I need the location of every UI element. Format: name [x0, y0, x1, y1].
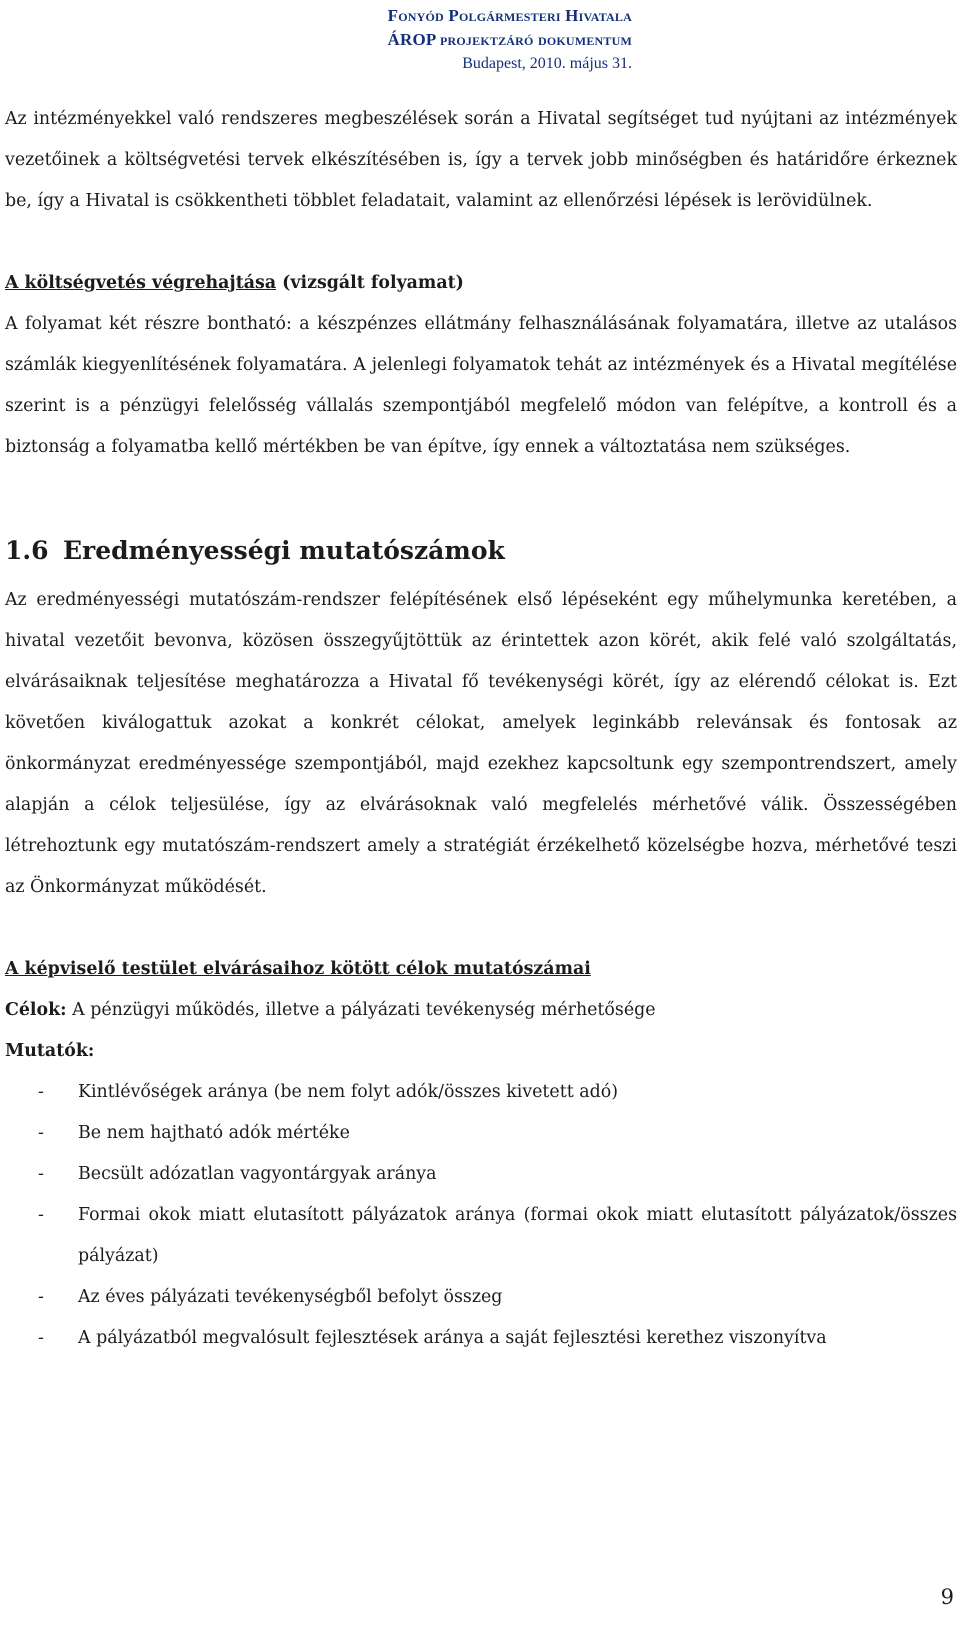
page-header [212, 4, 632, 76]
spacer [5, 908, 957, 949]
list-item [5, 1195, 957, 1277]
section-heading-1-6 [5, 532, 957, 580]
header-document-type: ÁROP projektzáró dokumentum [387, 30, 632, 49]
indicator-text: Becsült adózatlan vagyontárgyak aránya [78, 1164, 437, 1184]
budget-section-heading [5, 263, 957, 304]
list-dash: - [38, 1287, 44, 1307]
indicator-list [5, 1072, 957, 1359]
indicator-text: Kintlévőségek aránya (be nem folyt adók/összes kivetett adó) [78, 1082, 618, 1102]
page-number: 9 [940, 1585, 954, 1609]
indicators-label: Mutatók: [5, 1041, 95, 1061]
indicator-text: Be nem hajtható adók mértéke [78, 1123, 350, 1143]
goals-section-heading [5, 949, 957, 990]
section-title: Eredményességi mutatószámok [63, 536, 505, 565]
spacer [5, 468, 957, 532]
budget-section-title: A költségvetés végrehajtása [5, 273, 277, 293]
goals-line [5, 990, 957, 1031]
indicator-text: Az éves pályázati tevékenységből befolyt összeg [78, 1287, 503, 1307]
indicator-text: A pályázatból megvalósult fejlesztések aránya a saját fejlesztési kerethez viszonyítva [78, 1328, 827, 1348]
header-date: Budapest, 2010. május 31. [462, 55, 632, 72]
list-dash: - [38, 1205, 44, 1225]
list-item [5, 1318, 957, 1359]
list-dash: - [38, 1328, 44, 1348]
header-institution: Fonyód Polgármesteri Hivatala [387, 6, 632, 25]
list-dash: - [38, 1123, 44, 1143]
intro-paragraph: Az intézményekkel való rendszeres megbeszélések során a Hivatal segítséget tud nyújtani az intézmények vezetőinek a költségvetési tervek elkészítésében is, így a tervek jobb minőségben és határidőre érkeznek be, így a Hivatal is csökkentheti többlet feladatait, valamint az ellenőrzési lépések is lerövidülnek. [5, 109, 957, 211]
list-dash: - [38, 1082, 44, 1102]
budget-section-title-suffix: (vizsgált folyamat) [276, 273, 464, 293]
budget-section-body: A folyamat két részre bontható: a készpénzes ellátmány felhasználásának folyamatára, illetve az utalásos számlák kiegyenlítésének folyamatára. A jelenlegi folyamatok tehát az intézmények és a Hivatal megítélése szerint is a pénzügyi felelősség vállalás szempontjából megfelelő módon van felépítve, a kontroll és a biztonság a folyamatba kellő mértékben be van építve, így ennek a változtatása nem szükséges. [5, 314, 957, 457]
list-item [5, 1072, 957, 1113]
section-1-6-body: Az eredményességi mutatószám-rendszer felépítésének első lépéseként egy műhelymunka keretében, a hivatal vezetőit bevonva, közösen összegyűjtöttük az érintettek azon körét, akik felé való szolgáltatás, elvárásaiknak teljesítése meghatározza a Hivatal fő tevékenységi körét, így az elérendő célokat is. Ezt követően kiválogattuk azokat a konkrét célokat, amelyek leginkább relevánsak és fontosak az önkormányzat eredményessége szempontjából, majd ezekhez kapcsoltunk egy szempontrendszert, amely alapján a célok teljesülése, így az elvárásoknak való megfelelés mérhetővé válik. Összességében létrehoztunk egy mutatószám-rendszert amely a stratégiát érzékelhető közelségbe hozva, mérhetővé teszi az Önkormányzat működését. [5, 590, 957, 897]
list-item [5, 1277, 957, 1318]
goals-section-title: A képviselő testület elvárásaihoz kötött célok mutatószámai [5, 959, 591, 979]
indicator-text: Formai okok miatt elutasított pályázatok aránya (formai okok miatt elutasított pályázatok/összes pályázat) [78, 1205, 957, 1266]
document-body [5, 99, 957, 1359]
section-number: 1.6 [5, 536, 49, 565]
spacer [5, 222, 957, 263]
goals-text: A pénzügyi működés, illetve a pályázati tevékenység mérhetősége [66, 1000, 656, 1020]
list-item [5, 1154, 957, 1195]
list-dash: - [38, 1164, 44, 1184]
list-item [5, 1113, 957, 1154]
goals-label: Célok: [5, 1000, 67, 1020]
